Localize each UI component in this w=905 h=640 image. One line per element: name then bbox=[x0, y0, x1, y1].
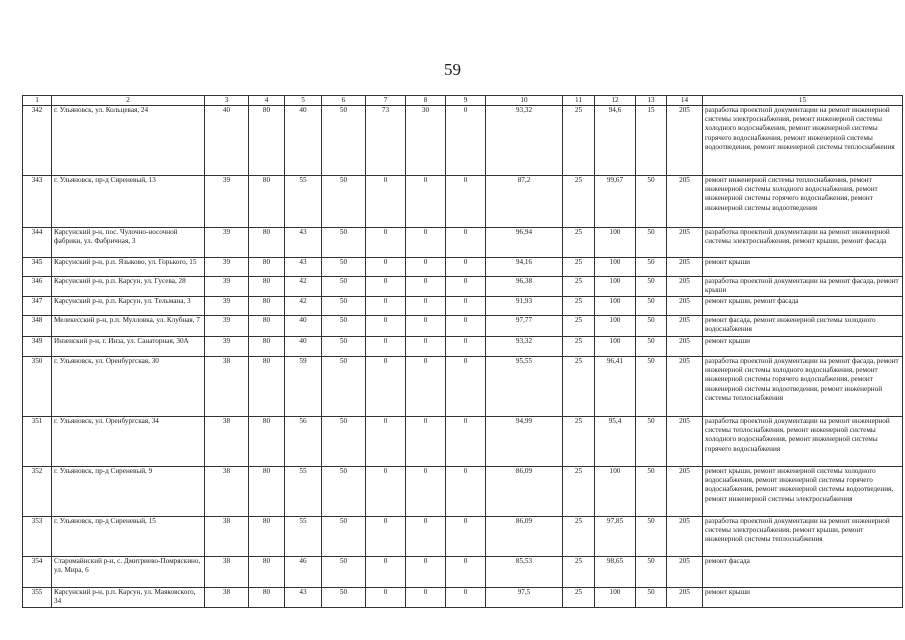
address-cell: г. Ульяновск, пр-д Сиреневый, 9 bbox=[52, 467, 205, 517]
table-cell: 80 bbox=[249, 297, 285, 316]
table-cell: 50 bbox=[322, 176, 366, 228]
table-cell: 50 bbox=[636, 228, 667, 258]
table-cell: 96,94 bbox=[486, 228, 563, 258]
table-row bbox=[23, 467, 903, 517]
work-description-cell: ремонт фасада bbox=[703, 557, 903, 588]
address-cell: Карсунский р-н, р.п. Карсун, ул. Маяковского, 34 bbox=[52, 588, 205, 608]
row-number-cell: 350 bbox=[23, 357, 52, 417]
table-cell: 80 bbox=[249, 316, 285, 337]
table-cell: 25 bbox=[563, 417, 595, 467]
table-cell: 80 bbox=[249, 417, 285, 467]
table-cell: 100 bbox=[595, 337, 636, 357]
table-cell: 80 bbox=[249, 277, 285, 297]
table-row bbox=[23, 337, 903, 357]
row-number-cell: 342 bbox=[23, 106, 52, 176]
row-number-cell: 351 bbox=[23, 417, 52, 467]
table-cell: 80 bbox=[249, 588, 285, 608]
table-cell: 50 bbox=[636, 557, 667, 588]
table-cell: 38 bbox=[205, 517, 249, 557]
table-cell: 55 bbox=[285, 517, 322, 557]
table-cell: 91,93 bbox=[486, 297, 563, 316]
work-description-cell: ремонт крыши, ремонт фасада bbox=[703, 297, 903, 316]
table-cell: 40 bbox=[285, 106, 322, 176]
work-description-cell: разработка проектной документации на ремонт инженерной системы электроснабжения, ремонт крыши, ремонт фасада bbox=[703, 228, 903, 258]
address-cell: Карсунский р-н, р.п. Языково, ул. Горького, 15 bbox=[52, 258, 205, 277]
table-row bbox=[23, 316, 903, 337]
column-header-6: 6 bbox=[322, 96, 366, 106]
table-cell: 80 bbox=[249, 517, 285, 557]
column-header-12: 12 bbox=[595, 96, 636, 106]
table-cell: 50 bbox=[636, 176, 667, 228]
address-cell: г. Ульяновск, пр-д Сиреневый, 15 bbox=[52, 517, 205, 557]
table-cell: 25 bbox=[563, 228, 595, 258]
table-cell: 205 bbox=[667, 277, 703, 297]
table-cell: 25 bbox=[563, 316, 595, 337]
table-cell: 50 bbox=[636, 357, 667, 417]
table-cell: 50 bbox=[636, 316, 667, 337]
table-cell: 50 bbox=[636, 258, 667, 277]
table-cell: 42 bbox=[285, 297, 322, 316]
table-cell: 0 bbox=[446, 228, 486, 258]
work-description-cell: разработка проектной документации на ремонт инженерной системы электроснабжения, ремонт крыши, ремонт инженерной системы теплоснабжения bbox=[703, 517, 903, 557]
table-cell: 94,16 bbox=[486, 258, 563, 277]
table-cell: 59 bbox=[285, 357, 322, 417]
table-cell: 25 bbox=[563, 297, 595, 316]
table-cell: 80 bbox=[249, 357, 285, 417]
table-cell: 50 bbox=[322, 337, 366, 357]
table-cell: 100 bbox=[595, 467, 636, 517]
table-cell: 0 bbox=[406, 337, 446, 357]
work-description-cell: ремонт инженерной системы теплоснабжения, ремонт инженерной системы холодного водоснабжения, ремонт инженерной системы горячего водоснабжения, ремонт инженерной системы водоотведения bbox=[703, 176, 903, 228]
table-cell: 0 bbox=[406, 228, 446, 258]
column-header-9: 9 bbox=[446, 96, 486, 106]
table-cell: 25 bbox=[563, 357, 595, 417]
table-cell: 0 bbox=[446, 337, 486, 357]
column-header-3: 3 bbox=[205, 96, 249, 106]
table-cell: 0 bbox=[446, 517, 486, 557]
table-cell: 80 bbox=[249, 557, 285, 588]
table-cell: 25 bbox=[563, 517, 595, 557]
table-row bbox=[23, 417, 903, 467]
table-cell: 25 bbox=[563, 277, 595, 297]
table-cell: 205 bbox=[667, 316, 703, 337]
table-cell: 55 bbox=[285, 176, 322, 228]
table-cell: 0 bbox=[446, 176, 486, 228]
row-number-cell: 354 bbox=[23, 557, 52, 588]
column-header-15: 15 bbox=[703, 96, 903, 106]
work-description-cell: ремонт крыши bbox=[703, 337, 903, 357]
table-cell: 0 bbox=[406, 588, 446, 608]
address-cell: г. Ульяновск, ул. Оренбургская, 30 bbox=[52, 357, 205, 417]
column-header-14: 14 bbox=[667, 96, 703, 106]
table-row bbox=[23, 357, 903, 417]
column-header-10: 10 bbox=[486, 96, 563, 106]
table-cell: 0 bbox=[446, 258, 486, 277]
row-number-cell: 349 bbox=[23, 337, 52, 357]
table-cell: 205 bbox=[667, 517, 703, 557]
table-cell: 93,32 bbox=[486, 337, 563, 357]
table-cell: 100 bbox=[595, 316, 636, 337]
row-number-cell: 348 bbox=[23, 316, 52, 337]
table-cell: 0 bbox=[366, 417, 406, 467]
table-row bbox=[23, 228, 903, 258]
work-description-cell: ремонт крыши bbox=[703, 588, 903, 608]
table-cell: 100 bbox=[595, 228, 636, 258]
address-cell: Мелекесский р-н, р.п. Мулловка, ул. Клубная, 7 bbox=[52, 316, 205, 337]
table-cell: 0 bbox=[446, 417, 486, 467]
table-cell: 100 bbox=[595, 297, 636, 316]
work-description-cell: ремонт крыши, ремонт инженерной системы холодного водоснабжения, ремонт инженерной системы горячего водоснабжения, ремонт инженерной системы водоотведения, ремонт инженерной системы электроснабжения bbox=[703, 467, 903, 517]
table-cell: 50 bbox=[636, 417, 667, 467]
table-cell: 0 bbox=[406, 467, 446, 517]
column-header-1: 1 bbox=[23, 96, 52, 106]
row-number-cell: 343 bbox=[23, 176, 52, 228]
table-row bbox=[23, 277, 903, 297]
table-cell: 0 bbox=[406, 297, 446, 316]
table-cell: 0 bbox=[446, 557, 486, 588]
row-number-cell: 347 bbox=[23, 297, 52, 316]
table-cell: 205 bbox=[667, 467, 703, 517]
table-cell: 38 bbox=[205, 557, 249, 588]
table-cell: 0 bbox=[366, 228, 406, 258]
table-cell: 99,67 bbox=[595, 176, 636, 228]
column-header-8: 8 bbox=[406, 96, 446, 106]
table-cell: 80 bbox=[249, 258, 285, 277]
table-cell: 0 bbox=[446, 588, 486, 608]
table-cell: 93,32 bbox=[486, 106, 563, 176]
table-cell: 96,41 bbox=[595, 357, 636, 417]
table-cell: 205 bbox=[667, 258, 703, 277]
table-cell: 55 bbox=[285, 467, 322, 517]
table-cell: 56 bbox=[285, 417, 322, 467]
table-cell: 0 bbox=[406, 417, 446, 467]
table-cell: 0 bbox=[406, 557, 446, 588]
table-row bbox=[23, 297, 903, 316]
table-cell: 39 bbox=[205, 277, 249, 297]
table-cell: 50 bbox=[322, 557, 366, 588]
table-cell: 94,99 bbox=[486, 417, 563, 467]
table-cell: 96,38 bbox=[486, 277, 563, 297]
table-cell: 43 bbox=[285, 258, 322, 277]
table-cell: 80 bbox=[249, 106, 285, 176]
table-cell: 25 bbox=[563, 467, 595, 517]
row-number-cell: 346 bbox=[23, 277, 52, 297]
table-cell: 0 bbox=[366, 258, 406, 277]
column-header-5: 5 bbox=[285, 96, 322, 106]
address-cell: г. Ульяновск, пр-д Сиреневый, 13 bbox=[52, 176, 205, 228]
table-cell: 0 bbox=[366, 316, 406, 337]
table-cell: 205 bbox=[667, 228, 703, 258]
table-cell: 50 bbox=[636, 337, 667, 357]
table-cell: 38 bbox=[205, 417, 249, 467]
column-header-11: 11 bbox=[563, 96, 595, 106]
table-cell: 80 bbox=[249, 176, 285, 228]
table-cell: 0 bbox=[366, 176, 406, 228]
row-number-cell: 344 bbox=[23, 228, 52, 258]
table-cell: 40 bbox=[285, 316, 322, 337]
address-cell: Инзенский р-н, г. Инза, ул. Санаторная, 30А bbox=[52, 337, 205, 357]
table-cell: 0 bbox=[366, 297, 406, 316]
table-cell: 50 bbox=[636, 517, 667, 557]
table-cell: 39 bbox=[205, 297, 249, 316]
table-cell: 50 bbox=[322, 277, 366, 297]
address-cell: г. Ульяновск, ул. Кольцевая, 24 bbox=[52, 106, 205, 176]
table-cell: 94,6 bbox=[595, 106, 636, 176]
table-cell: 205 bbox=[667, 357, 703, 417]
table-cell: 40 bbox=[285, 337, 322, 357]
table-cell: 25 bbox=[563, 588, 595, 608]
table-cell: 0 bbox=[446, 297, 486, 316]
table-cell: 205 bbox=[667, 588, 703, 608]
table-cell: 0 bbox=[366, 517, 406, 557]
table-cell: 85,53 bbox=[486, 557, 563, 588]
address-cell: Карсунский р-н, р.п. Карсун, ул. Гусева, 28 bbox=[52, 277, 205, 297]
table-cell: 205 bbox=[667, 297, 703, 316]
work-description-cell: разработка проектной документации на ремонт фасада, ремонт инженерной системы холодного водоснабжения, ремонт инженерной системы горячего водоснабжения, ремонт инженерной системы водоотведения, ремонт инженерной системы теплоснабжения bbox=[703, 357, 903, 417]
table-cell: 205 bbox=[667, 106, 703, 176]
table-cell: 50 bbox=[322, 106, 366, 176]
table-cell: 98,65 bbox=[595, 557, 636, 588]
table-cell: 43 bbox=[285, 228, 322, 258]
table-cell: 39 bbox=[205, 176, 249, 228]
table-cell: 205 bbox=[667, 417, 703, 467]
table-cell: 25 bbox=[563, 557, 595, 588]
column-header-13: 13 bbox=[636, 96, 667, 106]
table-cell: 0 bbox=[406, 357, 446, 417]
table-cell: 97,5 bbox=[486, 588, 563, 608]
page-number: 59 bbox=[444, 60, 461, 79]
table-cell: 80 bbox=[249, 467, 285, 517]
address-cell: Карсунский р-н, р.п. Карсун, ул. Тельмана, 3 bbox=[52, 297, 205, 316]
address-cell: г. Ульяновск, ул. Оренбургская, 34 bbox=[52, 417, 205, 467]
table-cell: 80 bbox=[249, 337, 285, 357]
table-row bbox=[23, 258, 903, 277]
table-cell: 0 bbox=[406, 316, 446, 337]
row-number-cell: 352 bbox=[23, 467, 52, 517]
table-cell: 87,2 bbox=[486, 176, 563, 228]
table-cell: 25 bbox=[563, 337, 595, 357]
table-row bbox=[23, 557, 903, 588]
row-number-cell: 355 bbox=[23, 588, 52, 608]
table-cell: 15 bbox=[636, 106, 667, 176]
table-cell: 100 bbox=[595, 258, 636, 277]
table-cell: 43 bbox=[285, 588, 322, 608]
table-cell: 42 bbox=[285, 277, 322, 297]
table-cell: 50 bbox=[322, 417, 366, 467]
address-cell: Карсунский р-н, пос. Чулочно-носочной фабрики, ул. Фабричная, 3 bbox=[52, 228, 205, 258]
address-cell: Старомайнский р-н, с. Дмитриево-Помряскино, ул. Мира, 6 bbox=[52, 557, 205, 588]
work-description-cell: ремонт крыши bbox=[703, 258, 903, 277]
table-cell: 30 bbox=[406, 106, 446, 176]
table-cell: 0 bbox=[366, 357, 406, 417]
table-cell: 0 bbox=[406, 176, 446, 228]
table-cell: 46 bbox=[285, 557, 322, 588]
table-cell: 97,85 bbox=[595, 517, 636, 557]
column-header-2: 2 bbox=[52, 96, 205, 106]
table-cell: 38 bbox=[205, 588, 249, 608]
table-cell: 0 bbox=[406, 517, 446, 557]
table-cell: 205 bbox=[667, 176, 703, 228]
repair-program-table bbox=[22, 95, 903, 608]
table-cell: 0 bbox=[446, 467, 486, 517]
row-number-cell: 345 bbox=[23, 258, 52, 277]
table-cell: 0 bbox=[366, 337, 406, 357]
table-cell: 25 bbox=[563, 258, 595, 277]
table-cell: 0 bbox=[366, 557, 406, 588]
column-number-row bbox=[23, 96, 903, 106]
table-cell: 50 bbox=[322, 228, 366, 258]
table-cell: 0 bbox=[446, 106, 486, 176]
table-cell: 50 bbox=[636, 297, 667, 316]
table-cell: 100 bbox=[595, 277, 636, 297]
table-cell: 25 bbox=[563, 106, 595, 176]
table-cell: 73 bbox=[366, 106, 406, 176]
table-cell: 38 bbox=[205, 467, 249, 517]
table-cell: 39 bbox=[205, 228, 249, 258]
table-cell: 0 bbox=[406, 258, 446, 277]
table-cell: 0 bbox=[366, 467, 406, 517]
table-cell: 50 bbox=[322, 517, 366, 557]
table-cell: 25 bbox=[563, 176, 595, 228]
table-cell: 0 bbox=[366, 277, 406, 297]
table-cell: 40 bbox=[205, 106, 249, 176]
column-header-7: 7 bbox=[366, 96, 406, 106]
table-cell: 86,09 bbox=[486, 517, 563, 557]
table-cell: 50 bbox=[636, 588, 667, 608]
table-cell: 38 bbox=[205, 357, 249, 417]
work-description-cell: разработка проектной документации на ремонт инженерной системы электроснабжения, ремонт инженерной системы холодного водоснабжения, ремонт инженерной системы горячего водоснабжения, ремонт инженерной системы водоотведения, ремонт инженерной системы теплоснабжения bbox=[703, 106, 903, 176]
table-cell: 39 bbox=[205, 337, 249, 357]
table-cell: 50 bbox=[322, 297, 366, 316]
table-cell: 86,09 bbox=[486, 467, 563, 517]
table-cell: 50 bbox=[322, 467, 366, 517]
table-cell: 205 bbox=[667, 337, 703, 357]
table-cell: 50 bbox=[636, 467, 667, 517]
row-number-cell: 353 bbox=[23, 517, 52, 557]
table-cell: 39 bbox=[205, 258, 249, 277]
table-cell: 50 bbox=[636, 277, 667, 297]
table-cell: 95,4 bbox=[595, 417, 636, 467]
table-cell: 0 bbox=[446, 357, 486, 417]
table-cell: 95,55 bbox=[486, 357, 563, 417]
table-cell: 0 bbox=[366, 588, 406, 608]
table-cell: 97,77 bbox=[486, 316, 563, 337]
table-cell: 50 bbox=[322, 357, 366, 417]
table-cell: 50 bbox=[322, 258, 366, 277]
work-description-cell: разработка проектной документации на ремонт фасада, ремонт крыши bbox=[703, 277, 903, 297]
table-cell: 50 bbox=[322, 588, 366, 608]
table-row bbox=[23, 176, 903, 228]
table-cell: 0 bbox=[406, 277, 446, 297]
table-cell: 39 bbox=[205, 316, 249, 337]
table-cell: 80 bbox=[249, 228, 285, 258]
table-cell: 50 bbox=[322, 316, 366, 337]
work-description-cell: разработка проектной документации на ремонт инженерной системы теплоснабжения, ремонт инженерной системы холодного водоснабжения, ремонт инженерной системы горячего водоснабжения bbox=[703, 417, 903, 467]
table-row bbox=[23, 106, 903, 176]
table-cell: 205 bbox=[667, 557, 703, 588]
table-cell: 100 bbox=[595, 588, 636, 608]
column-header-4: 4 bbox=[249, 96, 285, 106]
table-cell: 0 bbox=[446, 277, 486, 297]
table-row bbox=[23, 517, 903, 557]
table-cell: 0 bbox=[446, 316, 486, 337]
work-description-cell: ремонт фасада, ремонт инженерной системы холодного водоснабжения bbox=[703, 316, 903, 337]
table-row bbox=[23, 588, 903, 608]
